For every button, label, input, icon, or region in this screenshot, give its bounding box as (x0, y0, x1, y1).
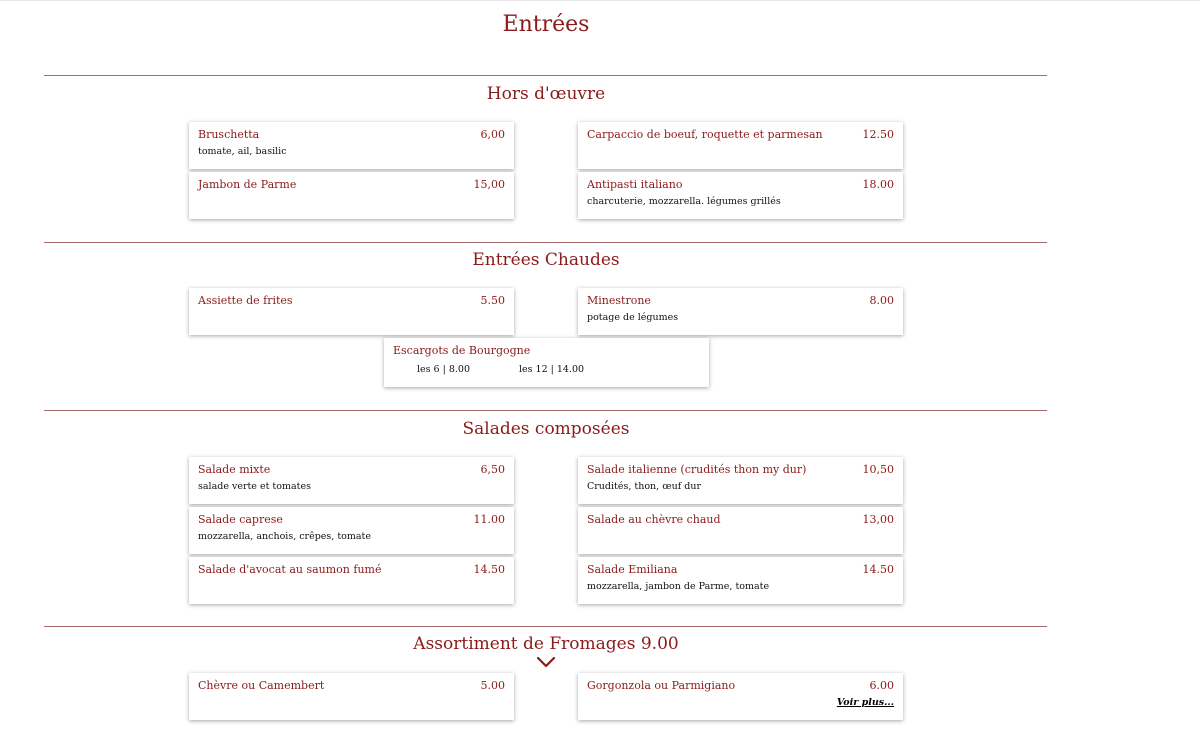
item-description: charcuterie, mozzarella. légumes grillés (587, 196, 781, 207)
item-price: 14.50 (862, 563, 894, 576)
item-name: Salade d'avocat au saumon fumé (198, 563, 382, 576)
item-price: 6.00 (869, 679, 894, 692)
section-divider (44, 75, 1047, 76)
item-price: 6,50 (480, 463, 505, 476)
see-more-link[interactable]: Voir plus... (836, 697, 894, 708)
item-name: Salade mixte (198, 463, 271, 476)
chevron-down-icon[interactable] (536, 656, 556, 668)
item-description: salade verte et tomates (198, 481, 311, 492)
menu-item-card[interactable] (189, 122, 514, 169)
item-name: Assiette de frites (198, 294, 293, 307)
item-name: Gorgonzola ou Parmigiano (587, 679, 736, 692)
item-price: 18.00 (862, 178, 894, 191)
section-title-hors-doeuvre: Hors d'œuvre (486, 84, 606, 104)
item-price: 13,00 (862, 513, 894, 526)
menu-item-card[interactable] (578, 673, 903, 720)
item-price: 11.00 (473, 513, 505, 526)
menu-item-card[interactable] (578, 288, 903, 335)
menu-item-card[interactable] (578, 172, 903, 219)
section-title-salades: Salades composées (462, 419, 630, 439)
item-price: 5.00 (480, 679, 505, 692)
menu-item-card[interactable] (189, 507, 514, 554)
item-description: tomate, ail, basilic (198, 146, 287, 157)
page-title: Entrées (502, 12, 590, 37)
menu-item-card[interactable] (189, 557, 514, 604)
item-name: Jambon de Parme (198, 178, 297, 191)
menu-item-card[interactable] (189, 288, 514, 335)
menu-item-card[interactable] (578, 507, 903, 554)
item-price: 15,00 (473, 178, 505, 191)
item-price: 10,50 (862, 463, 894, 476)
item-option: les 6 | 8.00 (417, 364, 470, 375)
menu-item-card[interactable] (189, 673, 514, 720)
item-price: 8.00 (869, 294, 894, 307)
item-description: mozzarella, anchois, crêpes, tomate (198, 531, 371, 542)
item-name: Carpaccio de boeuf, roquette et parmesan (587, 128, 823, 141)
item-option: les 12 | 14.00 (519, 364, 585, 375)
item-price: 6,00 (480, 128, 505, 141)
item-name: Antipasti italiano (587, 178, 683, 191)
item-description: Crudités, thon, œuf dur (587, 481, 702, 492)
item-name: Escargots de Bourgogne (393, 344, 531, 357)
section-divider (44, 242, 1047, 243)
menu-item-card[interactable] (578, 457, 903, 504)
item-description: mozzarella, jambon de Parme, tomate (587, 581, 770, 592)
section-title-fromages: Assortiment de Fromages 9.00 (413, 634, 679, 654)
item-name: Chèvre ou Camembert (198, 679, 325, 692)
item-price: 14.50 (473, 563, 505, 576)
item-name: Salade caprese (198, 513, 283, 526)
item-price: 5.50 (480, 294, 505, 307)
menu-item-card[interactable] (189, 457, 514, 504)
item-description: potage de légumes (587, 312, 679, 323)
item-name: Minestrone (587, 294, 651, 307)
item-name: Salade italienne (crudités thon my dur) (587, 463, 807, 476)
section-title-entrees-chaudes: Entrées Chaudes (472, 250, 620, 270)
section-divider (44, 626, 1047, 627)
item-price: 12.50 (862, 128, 894, 141)
menu-item-card[interactable] (384, 338, 709, 387)
section-divider (44, 410, 1047, 411)
item-name: Salade au chèvre chaud (587, 513, 721, 526)
menu-item-card[interactable] (578, 557, 903, 604)
item-name: Salade Emiliana (587, 563, 678, 576)
top-border (0, 0, 1200, 1)
menu-item-card[interactable] (578, 122, 903, 169)
item-name: Bruschetta (198, 128, 260, 141)
menu-item-card[interactable] (189, 172, 514, 219)
